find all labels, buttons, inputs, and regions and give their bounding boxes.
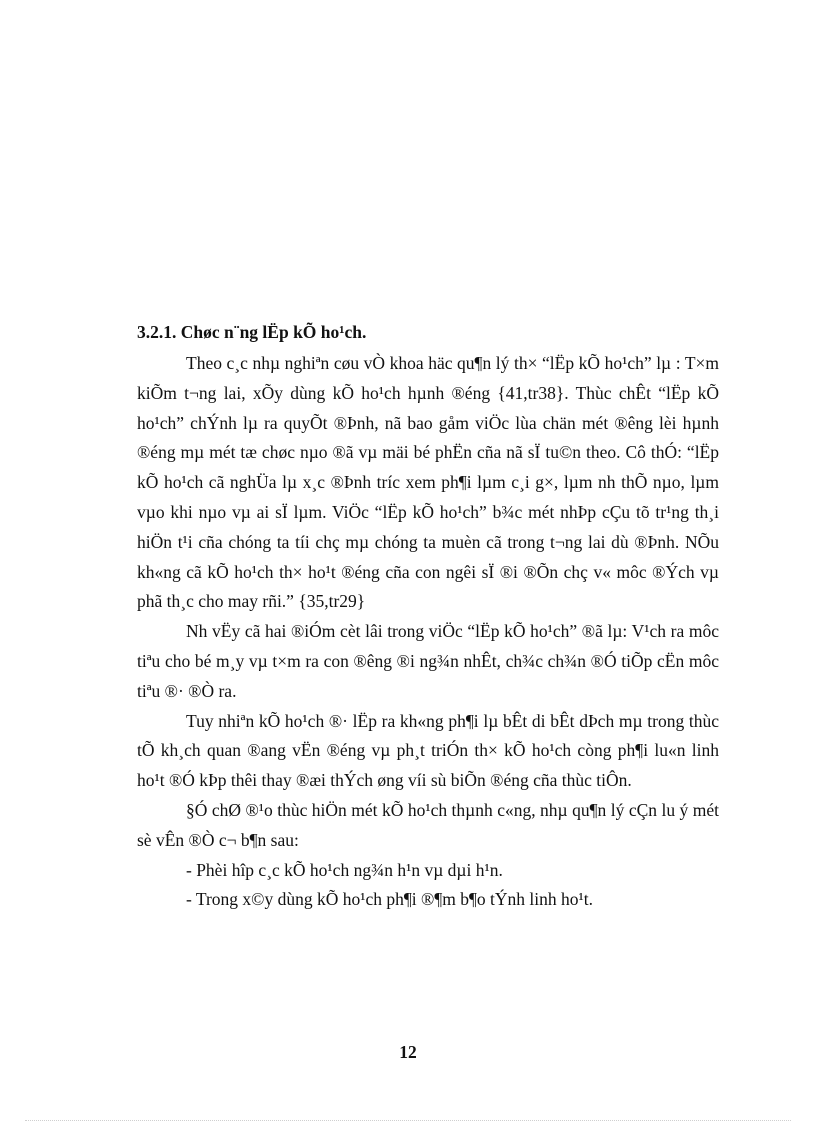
paragraph-1: Theo c¸c nhµ nghiªn cøu vÒ khoa häc qu¶n lý th× “lËp kÕ ho¹ch” lµ : T×m kiÕm t¬ng lai, xÕy dùng kÕ ho¹ch hµnh ®éng {41,tr38}. Thùc chÊt “lËp kÕ ho¹ch” chÝnh lµ ra quyÕt ®Þnh, nã bao gåm viÖc lùa chän mét ®êng lèi hµnh ®éng mµ mét tæ chøc nµo ®ã vµ mäi bé phËn cña nã sÏ tu©n theo. Cô thÓ: “lËp kÕ ho¹ch cã nghÜa lµ x¸c ®Þnh tríc xem ph¶i lµm c¸i g×, lµm nh thÕ nµo, lµm vµo khi nµo vµ ai sÏ lµm. ViÖc “lËp kÕ ho¹ch” b¾c mét nhÞp cÇu tõ tr¹ng th¸i hiÖn t¹i cña chóng ta tíi chç mµ chóng ta muèn cã trong t¬ng lai dù ®Þnh. NÕu kh«ng cã kÕ ho¹ch th× ho¹t ®éng cña con ngêi sÏ ®i ®Õn chç v« môc ®Ých vµ phã th¸c cho may rñi.” {35,tr29} — [137, 353, 719, 612]
page-content — [137, 318, 719, 915]
bullet-item-1: - Phèi hîp c¸c kÕ ho¹ch ng¾n h¹n vµ dµi h¹n. — [186, 859, 503, 880]
paragraph-3: Tuy nhiªn kÕ ho¹ch ®· lËp ra kh«ng ph¶i lµ bÊt di bÊt dÞch mµ trong thùc tÕ kh¸ch quan ®ang vËn ®éng vµ ph¸t triÓn th× kÕ ho¹ch còng ph¶i lu«n linh ho¹t ®Ó kÞp thêi thay ®æi thÝch øng víi sù biÕn ®éng cña thùc tiÔn. — [137, 710, 719, 791]
page-bottom-divider — [25, 1120, 791, 1121]
bullet-item-2: - Trong x©y dùng kÕ ho¹ch ph¶i ®¶m b¶o tÝnh linh ho¹t. — [186, 889, 594, 910]
paragraph-2: Nh vËy cã hai ®iÓm cèt lâi trong viÖc “lËp kÕ ho¹ch” ®ã lµ: V¹ch ra môc tiªu cho bé m¸y vµ t×m ra con ®êng ®i ng¾n nhÊt, ch¾c ch¾n ®Ó tiÕp cËn môc tiªu ®· ®Ò ra. — [137, 621, 719, 701]
page-number: 12 — [399, 1042, 417, 1062]
section-heading: 3.2.1. Chøc n¨ng lËp kÕ ho¹ch. — [137, 322, 367, 342]
paragraph-4: §Ó chØ ®¹o thùc hiÖn mét kÕ ho¹ch thµnh c«ng, nhµ qu¶n lý cÇn lu ý mét sè vÊn ®Ò c¬ b¶n sau: — [137, 799, 719, 850]
